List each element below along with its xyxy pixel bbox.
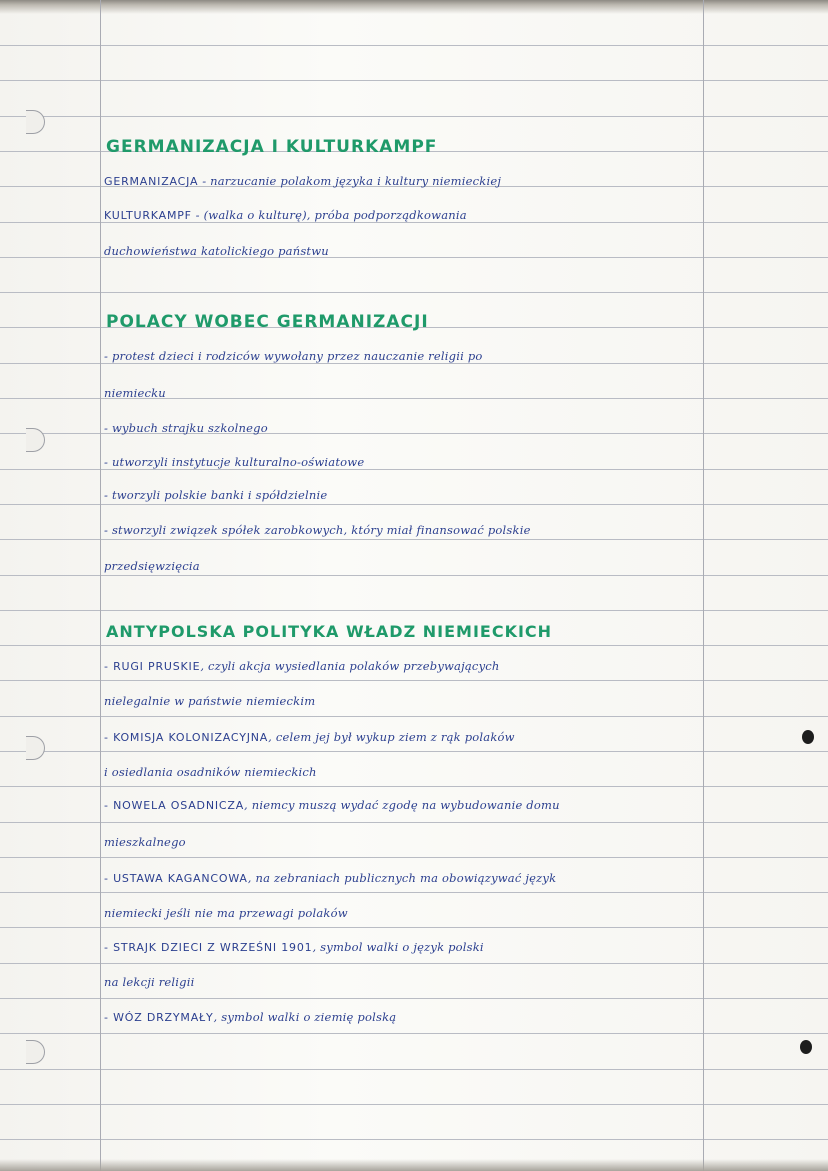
note-line: [104, 835, 186, 849]
binder-hole: [26, 110, 45, 134]
note-term: - USTAWA KAGANCOWA: [104, 872, 248, 885]
note-line: [104, 730, 515, 744]
note-term: - KOMISJA KOLONIZACYJNA: [104, 731, 269, 744]
note-text: niemiecki jeśli nie ma przewagi polaków: [104, 906, 348, 920]
section-heading: GERMANIZACJA I KULTURKAMPF: [106, 137, 438, 157]
note-text: duchowieństwa katolickiego państwu: [104, 244, 329, 258]
note-line: [104, 523, 531, 537]
note-text: - narzucanie polakom języka i kultury niemieckiej: [198, 174, 502, 188]
note-line: [104, 488, 327, 502]
note-line: [104, 208, 467, 222]
note-text: , symbol walki o ziemię polską: [213, 1010, 397, 1024]
note-text: niemiecku: [104, 386, 166, 400]
note-text: , czyli akcja wysiedlania polaków przebywających: [200, 659, 500, 673]
binder-hole: [26, 428, 45, 452]
note-line: [104, 765, 317, 779]
note-text: nielegalnie w państwie niemieckim: [104, 694, 316, 708]
section-heading: ANTYPOLSKA POLITYKA WŁADZ NIEMIECKICH: [106, 622, 553, 641]
note-term: KULTURKAMPF: [104, 209, 192, 222]
binder-hole: [26, 1040, 45, 1064]
left-margin-line: [100, 0, 101, 1171]
note-text: - utworzyli instytucje kulturalno-oświatowe: [104, 455, 365, 469]
note-text: - wybuch strajku szkolnego: [104, 421, 268, 435]
note-text: , celem jej był wykup ziem z rąk polaków: [268, 730, 515, 744]
note-line: [104, 694, 315, 708]
note-line: [104, 559, 200, 573]
note-term: - STRAJK DZIECI Z WRZEŚNI 1901: [104, 941, 313, 954]
note-text: - tworzyli polskie banki i spółdzielnie: [104, 488, 328, 502]
note-line: [104, 940, 484, 954]
note-text: , niemcy muszą wydać zgodę na wybudowanie domu: [244, 798, 560, 812]
note-text: mieszkalnego: [104, 835, 186, 849]
note-text: , symbol walki o język polski: [312, 940, 484, 954]
note-text: - stworzyli związek spółek zarobkowych, który miał finansować polskie: [104, 523, 531, 537]
section-heading: POLACY WOBEC GERMANIZACJI: [106, 312, 429, 332]
note-line: [104, 421, 268, 435]
note-line: [104, 871, 556, 885]
note-line: [104, 349, 483, 363]
binder-hole: [26, 736, 45, 760]
note-term: GERMANIZACJA: [104, 175, 199, 188]
note-term: - WÓZ DRZYMAŁY: [104, 1011, 214, 1024]
note-line: [104, 798, 560, 812]
note-text: - protest dzieci i rodziców wywołany przez nauczanie religii po: [104, 349, 483, 363]
note-text: - (walka o kulturę), próba podporządkowania: [191, 208, 467, 222]
note-line: [104, 174, 501, 188]
note-line: [104, 659, 500, 673]
note-line: [104, 244, 329, 258]
note-text: , na zebraniach publicznych ma obowiązywać język: [247, 871, 557, 885]
page-bottom-shadow: [0, 1159, 828, 1171]
note-line: [104, 455, 364, 469]
note-line: [104, 975, 195, 989]
right-margin-line: [703, 0, 704, 1171]
note-line: [104, 1010, 396, 1024]
note-term: - RUGI PRUSKIE: [104, 660, 201, 673]
note-text: przedsięwzięcia: [104, 559, 200, 573]
note-text: na lekcji religii: [104, 975, 195, 989]
punch-dot: [802, 730, 814, 744]
note-text: i osiedlania osadników niemieckich: [104, 765, 317, 779]
note-line: [104, 906, 348, 920]
punch-dot: [800, 1040, 812, 1054]
note-line: [104, 386, 166, 400]
note-term: - NOWELA OSADNICZA: [104, 799, 245, 812]
